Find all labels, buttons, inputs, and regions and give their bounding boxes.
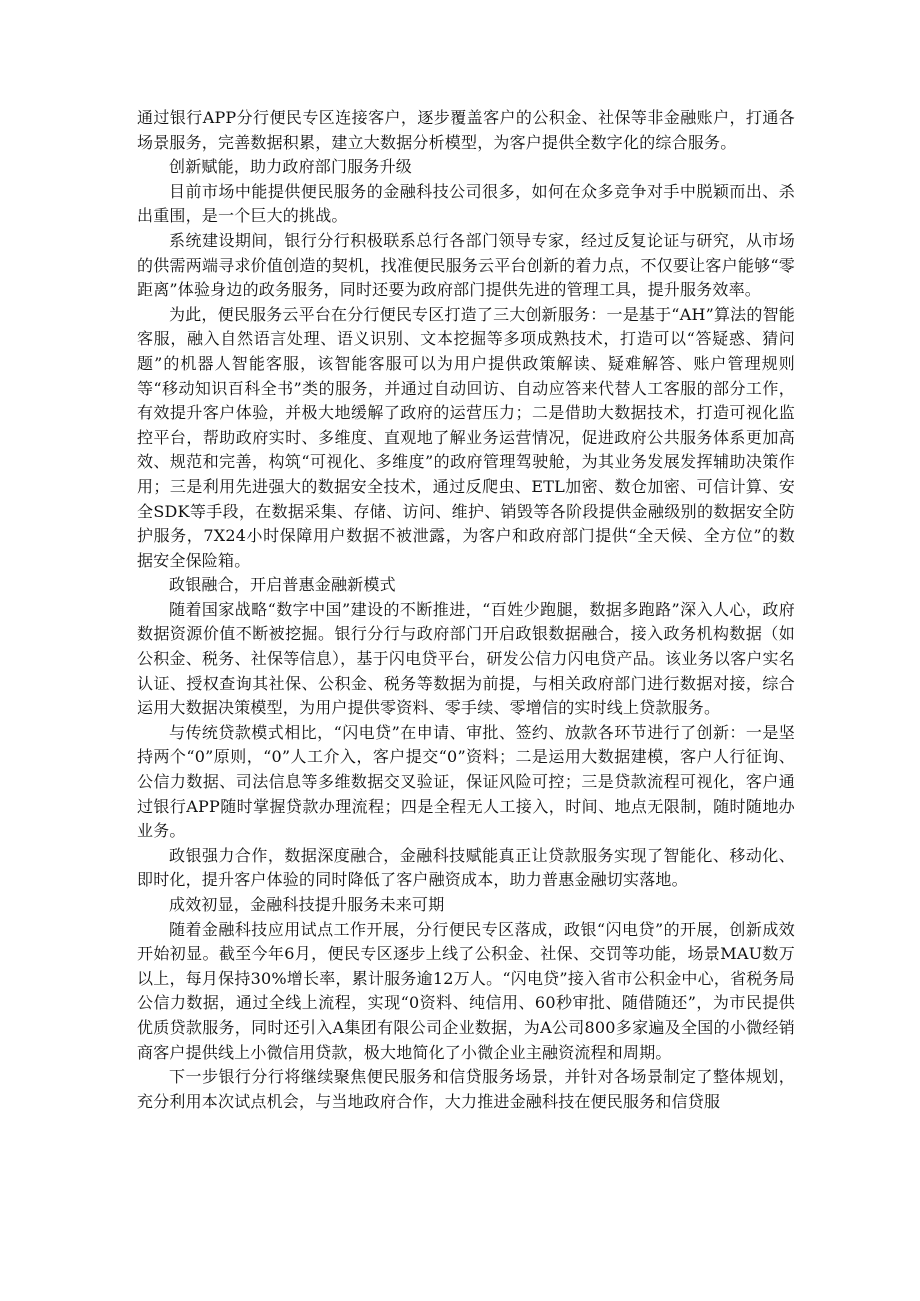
paragraph: 随着金融科技应用试点工作开展，分行便民专区落成，政银“闪电贷”的开展，创新成效开始初显。截至今年6月，便民专区逐步上线了公积金、社保、交罚等功能，场景MAU数万以上，每月保持30%增长率，累计服务逾12万人。“闪电贷”接入省市公积金中心，省税务局公信力数据，通过全线上流程，实现“0资料、纯信用、60秒审批、随借随还”，为市民提供优质贷款服务，同时还引入A集团有限公司企业数据，为A公司800多家遍及全国的小微经销商客户提供线上小微信用贷款，极大地简化了小微企业主融资流程和周期。 (137, 919, 795, 1062)
paragraph: 下一步银行分行将继续聚焦便民服务和信贷服务场景，并针对各场景制定了整体规划，充分利用本次试点机会，与当地政府合作，大力推进金融科技在便民服务和信贷服 (137, 1067, 795, 1111)
paragraph-intro-continuation: 通过银行APP分行便民专区连接客户，逐步覆盖客户的公积金、社保等非金融账户，打通各场景服务，完善数据积累，建立大数据分析模型，为客户提供全数字化的综合服务。 (137, 108, 795, 152)
paragraph: 与传统贷款模式相比，“闪电贷”在申请、审批、签约、放款各环节进行了创新：一是坚持两个“0”原则，“0”人工介入，客户提交“0”资料；二是运用大数据建模，客户人行征询、公信力数据、司法信息等多维数据交叉验证，保证风险可控；三是贷款流程可视化，客户通过银行APP随时掌握贷款办理流程；四是全程无人工接入，时间、地点无限制，随时随地办业务。 (137, 722, 795, 841)
paragraph: 政银强力合作，数据深度融合，金融科技赋能真正让贷款服务实现了智能化、移动化、即时化，提升客户体验的同时降低了客户融资成本，助力普惠金融切实落地。 (137, 845, 795, 890)
section-heading-innovation: 创新赋能，助力政府部门服务升级 (169, 157, 413, 177)
section-heading-results: 成效初显，金融科技提升服务未来可期 (169, 895, 445, 914)
document-body (137, 106, 795, 1114)
paragraph: 随着国家战略“数字中国”建设的不断推进，“百姓少跑腿，数据多跑路”深入人心，政府数据资源价值不断被挖掘。银行分行与政府部门开启政银数据融合，接入政务机构数据（如公积金、税务、社保等信息），基于闪电贷平台，研发公信力闪电贷产品。该业务以客户实名认证、授权查询其社保、公积金、税务等数据为前提，与相关政府部门进行数据对接，综合运用大数据决策模型，为用户提供零资料、零手续、零增信的实时线上贷款服务。 (137, 599, 795, 718)
section-heading-gov-bank: 政银融合，开启普惠金融新模式 (169, 575, 396, 595)
paragraph: 为此，便民服务云平台在分行便民专区打造了三大创新服务：一是基于“AH”算法的智能客服，融入自然语言处理、语义识别、文本挖掘等多项成熟技术，打造可以“答疑惑、猜问题”的机器人智能客服，该智能客服可以为用户提供政策解读、疑难解答、账户管理规则等“移动知识百科全书”类的服务，并通过自动回访、自动应答来代替人工客服的部分工作，有效提升客户体验，并极大地缓解了政府的运营压力；二是借助大数据技术，打造可视化监控平台，帮助政府实时、多维度、直观地了解业务运营情况，促进政府公共服务体系更加高效、规范和完善，构筑“可视化、多维度”的政府管理驾驶舱，为其业务发展发挥辅助决策作用；三是利用先进强大的数据安全技术，通过反爬虫、ETL加密、数仓加密、可信计算、安全SDK等手段，在数据采集、存储、访问、维护、销毁等各阶段提供金融级别的数据安全防护服务，7X24小时保障用户数据不被泄露，为客户和政府部门提供“全天候、全方位”的数据安全保险箱。 (137, 304, 795, 570)
paragraph: 系统建设期间，银行分行积极联系总行各部门领导专家，经过反复论证与研究，从市场的供需两端寻求价值创造的契机，找准便民服务云平台创新的着力点，不仅要让客户能够“零距离”体验身边的政务服务，同时还要为政府部门提供先进的管理工具，提升服务效率。 (137, 230, 795, 300)
paragraph: 目前市场中能提供便民服务的金融科技公司很多，如何在众多竞争对手中脱颖而出、杀出重围，是一个巨大的挑战。 (137, 181, 795, 226)
